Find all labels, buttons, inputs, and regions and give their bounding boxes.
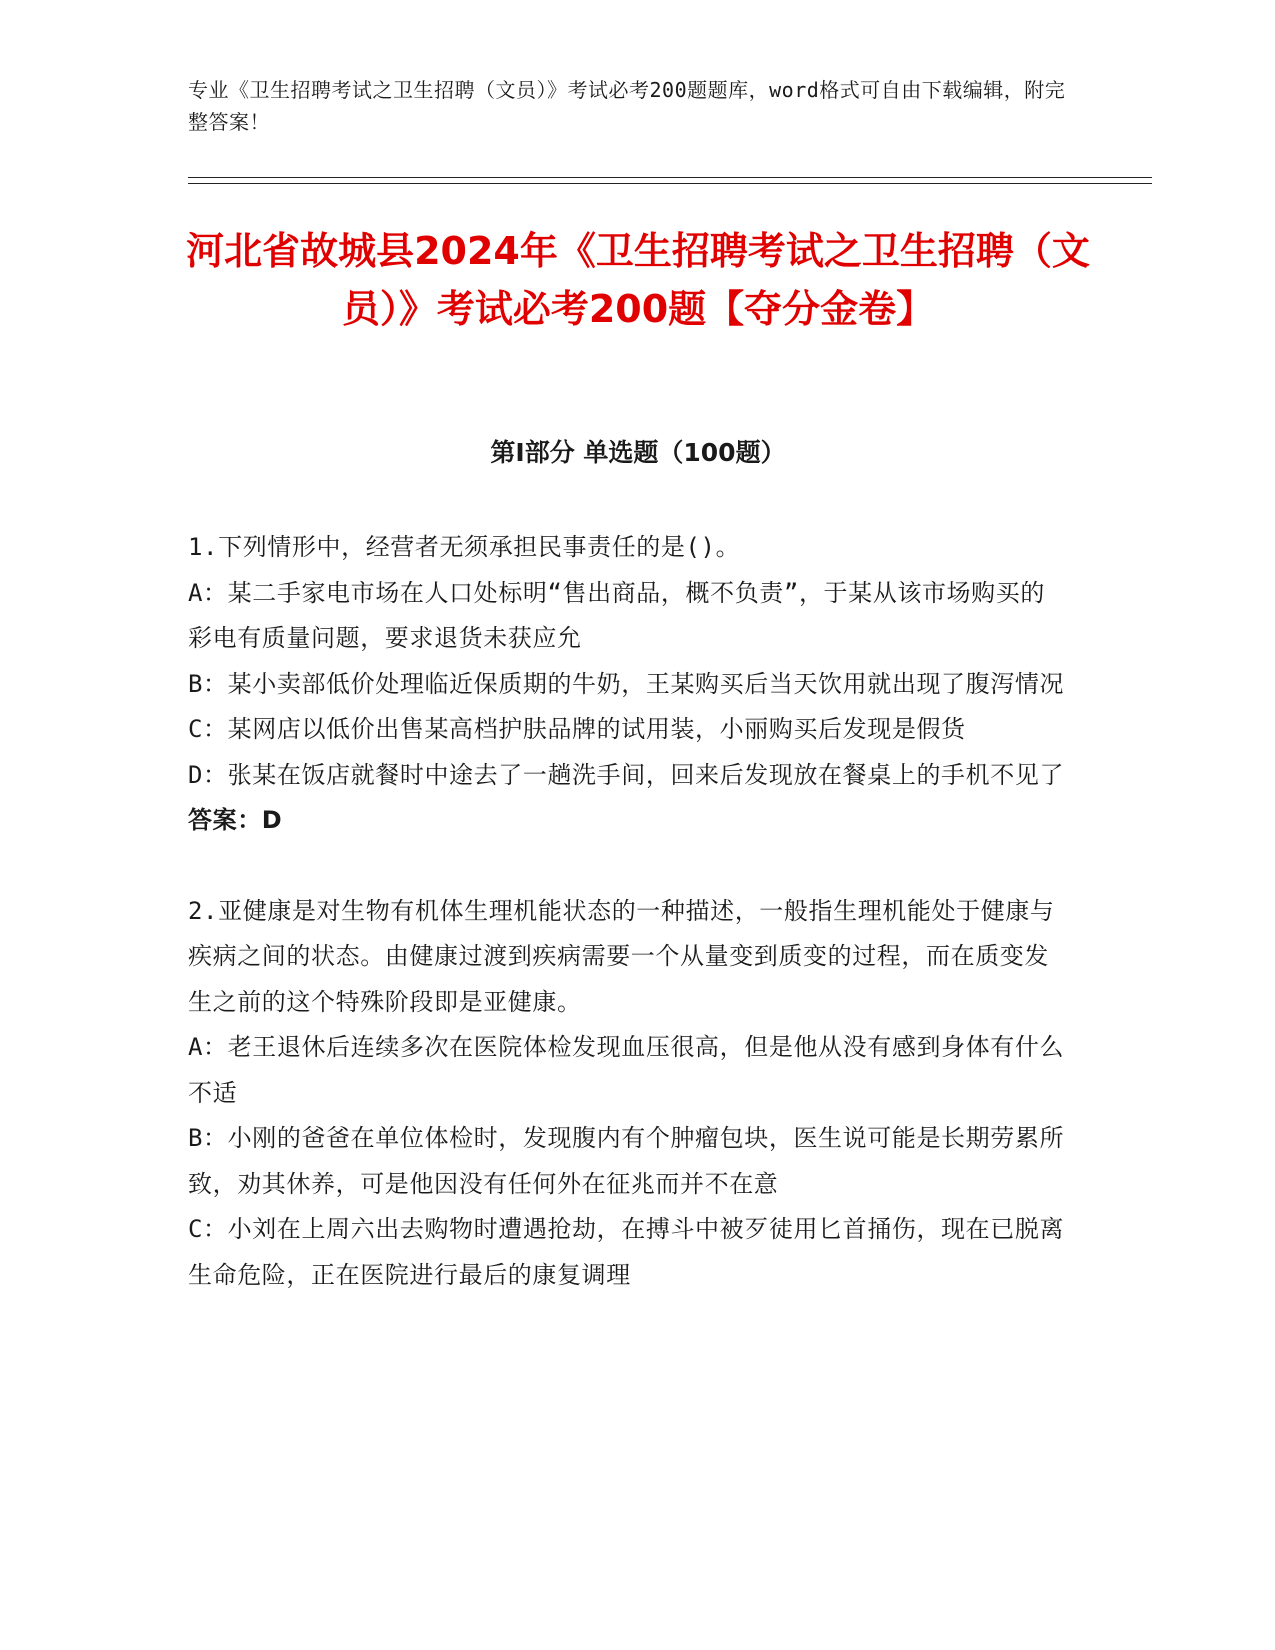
option-a: A：某二手家电市场在人口处标明“售出商品，概不负责”，于某从该市场购买的彩电有质量问题，要求退货未获应允	[188, 578, 1045, 652]
option-a: A：老王退休后连续多次在医院体检发现血压很高，但是他从没有感到身体有什么不适	[188, 1033, 1065, 1107]
header-note: 专业《卫生招聘考试之卫生招聘（文员）》考试必考200题题库，word格式可自由下载编辑，附完整答案！	[188, 78, 1066, 134]
option-c: C：某网店以低价出售某高档护肤品牌的试用装，小丽购买后发现是假货	[188, 715, 966, 743]
question-stem: 2.亚健康是对生物有机体生理机能状态的一种描述，一般指生理机能处于健康与疾病之间的状态。由健康过渡到疾病需要一个从量变到质变的过程，而在质变发生之前的这个特殊阶段即是亚健康。	[188, 896, 1055, 1016]
question-2	[188, 889, 1068, 1299]
answer-label: 答案：D	[188, 806, 283, 834]
option-b: B：小刚的爸爸在单位体检时，发现腹内有个肿瘤包块，医生说可能是长期劳累所致，劝其休养，可是他因没有任何外在征兆而并不在意	[188, 1124, 1065, 1198]
option-b: B：某小卖部低价处理临近保质期的牛奶，王某购买后当天饮用就出现了腹泻情况	[188, 669, 1065, 698]
question-list	[188, 525, 1068, 1298]
option-d: D：张某在饭店就餐时中途去了一趟洗手间，回来后发现放在餐桌上的手机不见了	[188, 760, 1065, 789]
section-title: 第I部分 单选题（100题）	[490, 438, 786, 467]
question-1	[188, 525, 1068, 844]
header-divider-top	[188, 177, 1152, 178]
question-stem: 1.下列情形中，经营者无须承担民事责任的是()。	[188, 533, 741, 561]
header-divider-bottom	[188, 183, 1152, 184]
option-c: C：小刘在上周六出去购物时遭遇抢劫，在搏斗中被歹徒用匕首捅伤，现在已脱离生命危险，正在医院进行最后的康复调理	[188, 1215, 1065, 1289]
document-title: 河北省故城县2024年《卫生招聘考试之卫生招聘（文员）》考试必考200题【夺分金卷】	[186, 229, 1090, 331]
